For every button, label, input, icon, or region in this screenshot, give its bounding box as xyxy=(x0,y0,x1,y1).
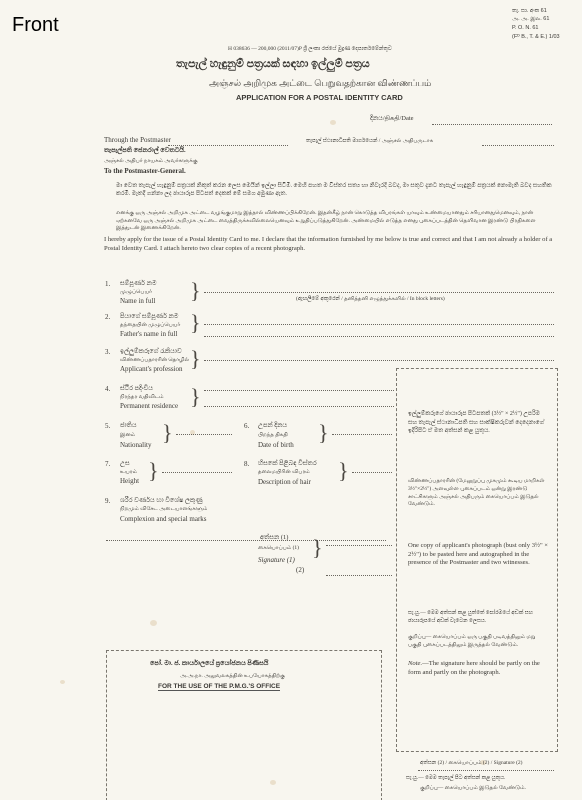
field-label-tamil: தந்தையின் முழுப்பெயர் xyxy=(120,322,181,328)
photo-box-tamil: விண்ணப்பதாரரின் (மேலுறுப்பு முகமும் கூடிய மாறிகள் 3½"×2½") அளவுள்ள புகைப்படம் ஒன்று இரண்டு சாட்சிகளும் அஞ்சல் அதிபரும் கையொப்பம் இடுதல் வேண்டும். xyxy=(408,478,545,508)
bottom-note-tamil: குறிப்பு— கையொப்பம் இடுதல் வேண்டும். xyxy=(420,785,526,791)
signature-label-tamil: கையொப்பம் (1) xyxy=(258,545,299,551)
field-label-english: Permanent residence xyxy=(120,402,179,410)
brace: } xyxy=(318,420,329,445)
bottom-note-sinhala: සැ.යු.— මෙම තැපැල් පිට අත්සන් කළ යුතුය. xyxy=(406,775,506,781)
to-sinhala: තැපැල්පති ජෙනරාල් වෙතටයි. xyxy=(104,147,186,154)
photo-box-english: One copy of applicant's photograph (bust only 3½" × 2½") to be pasted here and autographed in the presence of the Postmaster and two witnesses. xyxy=(408,542,548,567)
residence-line-2[interactable] xyxy=(204,406,394,407)
note-english xyxy=(408,660,548,677)
title-english: APPLICATION FOR A POSTAL IDENTITY CARD xyxy=(236,93,403,102)
field-label-english: Name in full xyxy=(120,297,156,305)
to-english: To the Postmaster-General. xyxy=(104,167,186,175)
side-label: Front xyxy=(12,14,59,36)
field-label-english: Date of birth xyxy=(258,441,294,449)
field-label-sinhala: හිසකේ පිළිබඳ විස්තර xyxy=(258,460,317,467)
photo-box-sinhala: ඉල්ලුම්කරුගේ ඡායාරූප පිටපතක් (3½" × 2½") උපරිම සහ තැපැල් ස්ථානාධිපති සහ සාක්ෂිකරුවන් දෙදෙනාගේ ඉදිරිපිට ඒ මත අත්සන් කළ යුතුය. xyxy=(408,411,545,434)
title-sinhala: තැපැල් හැඳුනුම් පත්‍රයක් සඳහා ඉල්ලුම් පත්‍රය xyxy=(176,58,370,70)
hair-description-line[interactable] xyxy=(352,472,392,473)
through-line[interactable] xyxy=(168,145,288,146)
brace: } xyxy=(190,384,201,409)
field-label-tamil: விண்ணப்பதாரரின் தொழில் xyxy=(120,357,190,363)
paper-stain xyxy=(60,680,65,684)
field-label-english: Nationality xyxy=(120,441,152,449)
field-label-sinhala: ස්ථිර පදිංචිය xyxy=(120,385,153,392)
field-number: 6. xyxy=(244,422,250,430)
brace: } xyxy=(338,458,349,483)
bottom-signature-label: අත්සන (2) / கையொப்பம் (2) / Signature (2) xyxy=(420,760,523,766)
field-label-english: Height xyxy=(120,477,140,485)
note-tamil: குறிப்பு— கையொப்பம் ஒரு பகுதி படிவத்திலும் மறு பகுதி புகைப்படத்திலும் இருத்தல் வேண்டும். xyxy=(408,634,536,648)
through-right-line[interactable] xyxy=(482,145,554,146)
field-label-english: Applicant's profession xyxy=(120,365,183,373)
brace: } xyxy=(148,458,159,483)
signature-line-1[interactable] xyxy=(326,545,392,546)
field-label-sinhala: උස xyxy=(120,460,130,467)
profession-line[interactable] xyxy=(204,360,554,361)
bottom-signature-line[interactable] xyxy=(418,770,554,771)
field-label-tamil: முழுப்பெயர் xyxy=(120,289,153,295)
field-number: 1. xyxy=(105,280,111,288)
through-right-label: තැපැල් ස්ථානාධිපති මාර්ගයෙන් / அஞ்சல் அதிபருடாக xyxy=(306,138,434,144)
field-label-sinhala: ජාතිය xyxy=(120,422,137,429)
form-code-line: (Fᴰ B., T. & E.) 1/03 xyxy=(512,34,560,40)
date-of-birth-line[interactable] xyxy=(332,434,392,435)
brace: } xyxy=(190,310,201,335)
field-label-english: Father's name in full xyxy=(120,330,178,338)
title-tamil: அஞ்சல் அறிமுக அட்டை பெறுவதற்கான விண்ணப்பம் xyxy=(209,78,432,88)
field-label-sinhala: පියාගේ සම්පූර්ණ නම xyxy=(120,313,179,320)
brace: } xyxy=(162,420,173,445)
field-number: 8. xyxy=(244,460,250,468)
declaration-english: I hereby apply for the issue of a Postal Identity Card to me. I declare that the information furnished by me below is true and correct and that I am not already a holder of a Postal Identity Card. I attach hereto two clear copies of a recent photograph. xyxy=(104,236,553,252)
form-code-line: තැ. සා. අංක 61 xyxy=(512,8,547,14)
signature-label-sinhala: අත්සන (1) xyxy=(260,534,289,541)
paper-stain xyxy=(150,620,157,626)
note-text: —The signature here should be partly on the form and partly on the photograph. xyxy=(408,660,540,676)
office-use-sinhala: පෝ. මා. ජ. කාර්යාලයේ ප්‍රයෝජනය පිණිසයි xyxy=(150,660,269,667)
brace: } xyxy=(312,535,323,560)
field-label-tamil: நிறமும் விசேட அடையாளங்களும் xyxy=(120,506,208,512)
father-name-line[interactable] xyxy=(204,324,554,325)
paper-stain xyxy=(330,120,336,125)
block-letters-note: (ඇඟලීමේ අකුරෙන් / தனித்தனி எழுத்துக்களில் / In block letters) xyxy=(296,296,445,302)
field-label-tamil: உயரம் xyxy=(120,469,137,475)
residence-line[interactable] xyxy=(204,390,394,391)
field-label-english: Description of hair xyxy=(258,478,311,486)
complexion-line[interactable] xyxy=(106,540,386,541)
nationality-line[interactable] xyxy=(176,434,232,435)
declaration-tamil: எனக்கு ஒரு அஞ்சல் அறிமுக அட்டை வழங்குமாறு இத்தால் விண்ணப்பிக்கிறேன். இதன்கீழ் நான் கொடுத்த விபரங்கள் யாவும் உண்மையானதும் சரியானதுமெனவும், நான் ஏற்கனவே ஒரு அஞ்சல் அறிமுக அட்டை வைத்திருக்கவில்லையெனவும் உறுதிப்படுத்துகிறேன். அண்மையில் எடுத்த எனது புகைப்படத்தின் தெளிவான இரண்டு பிரதிகளை இத்துடன் இணைக்கிறேன். xyxy=(116,210,536,231)
office-use-english: FOR THE USE OF THE P.M.G.'S OFFICE xyxy=(158,683,281,690)
field-label-tamil: நிரந்தர வதிவிடம் xyxy=(120,394,164,400)
form-code-line: P. O. N. 61 xyxy=(512,25,539,31)
date-label: දිනය/திகதி/Date xyxy=(370,115,414,122)
date-line[interactable] xyxy=(432,124,552,125)
field-number: 2. xyxy=(105,313,111,321)
note-sinhala: සැ.යු.— මෙම අත්සන් කළ යුත්තේ පෝරමයේ අඩක් සහ ඡායාරූපයේ අඩක් වැටෙන ලෙසය. xyxy=(408,610,534,624)
field-number: 9. xyxy=(105,497,111,505)
office-use-tamil: அ.அ.நா. அலுவலகத்தின் உபயோகத்திற்கு xyxy=(180,673,285,679)
height-line[interactable] xyxy=(162,472,232,473)
field-label-tamil: பிறந்த திகதி xyxy=(258,432,288,438)
field-label-sinhala: ශරීර වර්ණය හා විශේෂ ලකුණු xyxy=(120,497,203,504)
field-label-sinhala: සම්පූර්ණ නම xyxy=(120,280,157,287)
field-label-tamil: இனம் xyxy=(120,432,136,438)
name-in-full-line[interactable] xyxy=(204,292,554,293)
field-number: 4. xyxy=(105,385,111,393)
form-code-line: அ. அ. இல. 61 xyxy=(512,16,550,22)
field-number: 5. xyxy=(105,422,111,430)
signature-label-2: (2) xyxy=(296,566,305,574)
field-number: 3. xyxy=(105,348,111,356)
field-number: 7. xyxy=(105,460,111,468)
declaration-sinhala: මා වෙත තැපැල් හැඳුනුම් පත්‍රයක් නිකුත් කරන ලෙස මෙයින් ඉල්ලා සිටිමි. මෙහි පහත ම විස්තර සත්‍ය හා නිවැරදි බවද, මා සතුව දැනට තැපැල් හැඳුනුම් පත්‍රයක් නොමැති බවද සහතික කරමි. මෑතදී ගන්නා ලද ඡායාරූප පිටපත් දෙකක් මේ සමග අමුණා ඇත. xyxy=(116,183,552,198)
field-label-sinhala: ඉල්ලුම්කරුගේ රැකියාව xyxy=(120,348,182,355)
brace: } xyxy=(190,278,201,303)
father-name-line-2[interactable] xyxy=(204,336,554,337)
to-tamil: அஞ்சல் அதிபர் நாயகம் அவர்களுக்கு xyxy=(104,158,198,164)
through-label: Through the Postmaster xyxy=(104,136,171,144)
note-label: Note. xyxy=(408,660,423,667)
field-label-sinhala: උපන් දිනය xyxy=(258,422,288,429)
signature-line-2[interactable] xyxy=(326,575,392,576)
field-label-tamil: தலைமயிரின் விபரம் xyxy=(258,469,310,475)
brace: } xyxy=(190,346,201,371)
field-label-english: Complexion and special marks xyxy=(120,515,207,523)
signature-label-english: Signature (1) xyxy=(258,556,295,564)
print-reference: H 038636 — 200,000 (2011/07)P ශ්‍රී ලංකා රජයේ මුද්‍රණ දෙපාර්තමේන්තුව xyxy=(228,46,392,52)
